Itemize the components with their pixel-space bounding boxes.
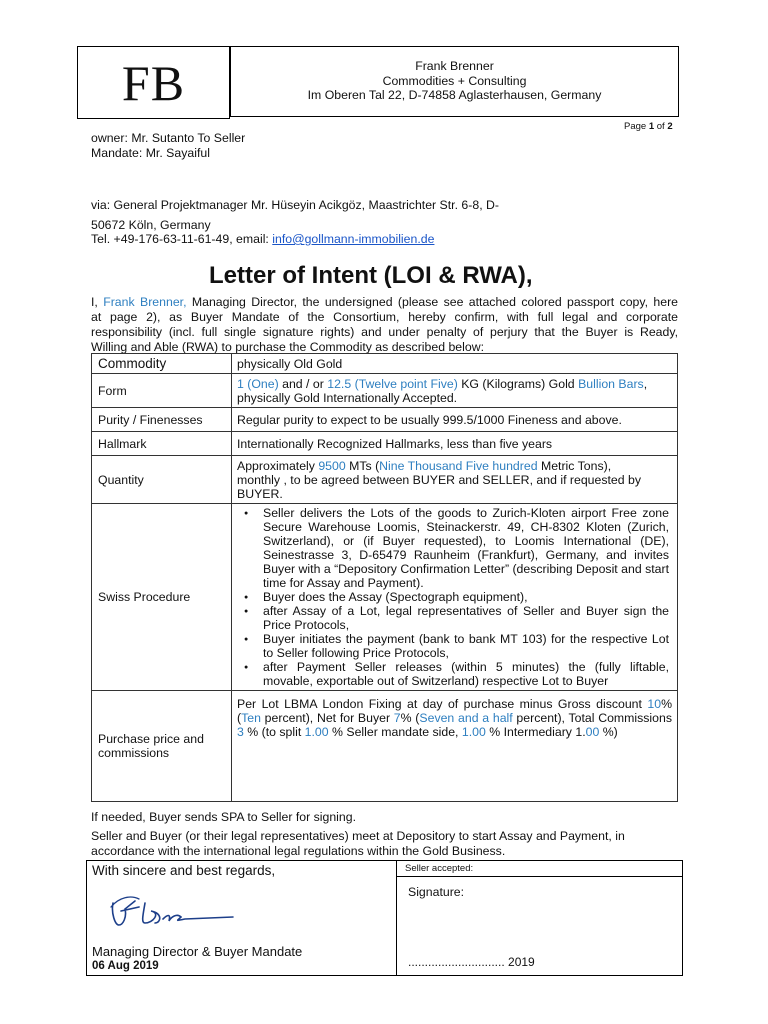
- via-line-2: 50672 Köln, Germany: [91, 218, 211, 232]
- company-name: Frank Brenner: [415, 59, 494, 73]
- row-form: [92, 374, 678, 408]
- procedure-value: [232, 504, 678, 691]
- handwritten-signature: [105, 893, 245, 931]
- meeting-paragraph: [91, 829, 686, 859]
- spa-line: If needed, Buyer sends SPA to Seller for signing.: [91, 810, 356, 824]
- meeting-line-2: accordance with the international legal regulations within the Gold Business.: [91, 844, 506, 858]
- intro-line-3: responsibility (incl. full single signature rights) and under penalty of perjury that the Buyer is Ready,: [91, 325, 678, 339]
- row-procedure: [92, 504, 678, 691]
- price-value: Per Lot LBMA London Fixing at day of purchase minus Gross discount 10% (Ten percent), Net for Buyer 7% (Seven and a half percent), Total Commissions 3 % (to split 1.00 % Seller mandate side, 1.00 % Intermediary 1.00 %): [232, 691, 678, 802]
- commodity-value: physically Old Gold: [232, 354, 678, 374]
- company-address: Im Oberen Tal 22, D-74858 Aglasterhausen, Germany: [307, 88, 602, 102]
- fb-logo: FB: [77, 46, 230, 119]
- company-info: [230, 46, 679, 117]
- via-line-1: via: General Projektmanager Mr. Hüseyin Acikgöz, Maastrichter Str. 6-8, D-: [91, 198, 500, 212]
- seller-sign-date-line: ............................. 2019: [408, 955, 535, 969]
- purity-label: Purity / Finenesses: [92, 408, 232, 432]
- procedure-step: ● after Payment Seller releases (within 5 minutes) the (fully liftable, movable, exportable out of Switzerland) respective Lot to Buyer: [263, 660, 669, 688]
- owner-line: owner: Mr. Sutanto To Seller: [91, 131, 246, 145]
- intro-line-4: Willing and Able (RWA) to purchase the Commodity as described below:: [91, 340, 484, 354]
- row-price: [92, 691, 678, 802]
- document-title: Letter of Intent (LOI & RWA),: [209, 262, 533, 289]
- price-label: Purchase price and commissions: [92, 691, 232, 802]
- intro-line-2: at page 2), as Buyer Mandate of the Consortium, hereby confirm, with full legal and corporate: [91, 310, 678, 324]
- signer-role: Managing Director & Buyer Mandate: [92, 944, 303, 959]
- signer-name: Frank Brenner,: [103, 295, 187, 309]
- row-hallmark: [92, 432, 678, 456]
- commodity-spec-table: [91, 353, 678, 802]
- intro-paragraph: [91, 295, 678, 355]
- hallmark-value: Internationally Recognized Hallmarks, less than five years: [232, 432, 678, 456]
- quantity-label: Quantity: [92, 456, 232, 504]
- email-link[interactable]: info@gollmann-immobilien.de: [272, 232, 435, 246]
- regards-text: With sincere and best regards,: [92, 863, 276, 878]
- meeting-line-1: Seller and Buyer (or their legal representatives) meet at Depository to start Assay and Payment, in: [91, 829, 625, 843]
- procedure-step: ● Seller delivers the Lots of the goods to Zurich-Kloten airport Free zone Secure Warehouse Loomis, Steinackerstr. 49, CH-8302 Kloten (Zurich, Switzerland), or (if Buyer requested), to Loomis International (DE), Seinestrasse 3, D-65479 Raunheim (Frankfurt), Germany, and invites Buyer with a “Depository Confirmation Letter” (describing Deposit and start time for Assay and Payment).: [263, 506, 669, 590]
- quantity-value: Approximately 9500 MTs (Nine Thousand Five hundred Metric Tons), monthly , to be agreed between BUYER and SELLER, and if requested by BUYER.: [232, 456, 678, 504]
- procedure-label: Swiss Procedure: [92, 504, 232, 691]
- form-label: Form: [92, 374, 232, 408]
- sign-date: 06 Aug 2019: [92, 960, 159, 972]
- procedure-list: [237, 506, 669, 688]
- company-subtitle: Commodities + Consulting: [382, 73, 527, 88]
- contact-line: Tel. +49-176-63-11-61-49, email: info@gollmann-immobilien.de: [91, 232, 435, 246]
- commodity-label: Commodity: [92, 354, 232, 374]
- buyer-signature-cell: [86, 860, 397, 976]
- signature-block: [86, 860, 683, 976]
- signature-label: Signature:: [408, 885, 465, 899]
- seller-signature-cell: [397, 877, 683, 976]
- form-value: 1 (One) and / or 12.5 (Twelve point Five) KG (Kilograms) Gold Bullion Bars, physically Gold Internationally Accepted.: [232, 374, 678, 408]
- procedure-step: ● after Assay of a Lot, legal representatives of Seller and Buyer sign the Price Protocols,: [263, 604, 669, 632]
- row-quantity: [92, 456, 678, 504]
- seller-accepted-label: Seller accepted:: [397, 860, 683, 877]
- procedure-step: ● Buyer does the Assay (Spectograph equipment),: [263, 590, 669, 604]
- hallmark-label: Hallmark: [92, 432, 232, 456]
- letterhead: [77, 46, 681, 119]
- intro-line-1: I, Frank Brenner, Managing Director, the undersigned (please see attached colored passport copy, here: [91, 295, 679, 309]
- page-number: Page 1 of 2: [624, 121, 673, 132]
- row-commodity: [92, 354, 678, 374]
- mandate-line: Mandate: Mr. Sayaiful: [91, 146, 210, 160]
- purity-value: Regular purity to expect to be usually 999.5/1000 Fineness and above.: [232, 408, 678, 432]
- row-purity: [92, 408, 678, 432]
- procedure-step: ● Buyer initiates the payment (bank to bank MT 103) for the respective Lot to Seller following Price Protocols,: [263, 632, 669, 660]
